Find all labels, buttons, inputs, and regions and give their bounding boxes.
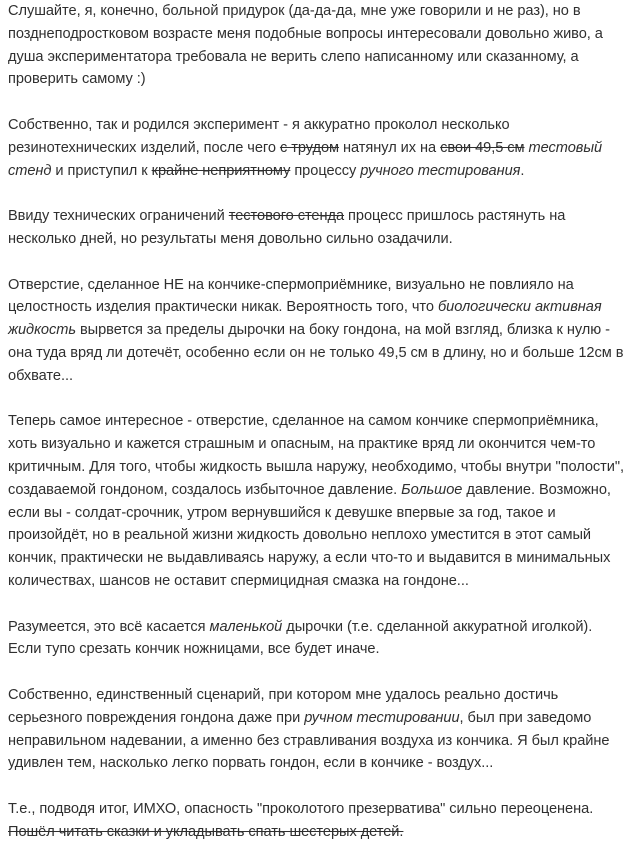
strikethrough-text: Пошёл читать сказки и укладывать спать шестерых детей. xyxy=(8,823,404,840)
text-segment: , был при заведомо неправильном надевании, а именно без стравливания воздуха из кончика. Я был крайне удивлен тем, насколько легко порвать гондон, если в кончике - воздух... xyxy=(8,709,610,772)
strikethrough-text: крайне неприятному xyxy=(151,162,291,179)
text-segment: Собственно, единственный сценарий, при котором мне удалось реально достичь серьезного повреждения гондона даже при xyxy=(8,686,559,726)
italic-text: маленькой xyxy=(209,618,283,635)
paragraph-tip-hole xyxy=(8,410,627,592)
text-segment: Теперь самое интересное - отверстие, сделанное на самом кончике спермоприёмника, хоть визуально и кажется страшным и опасным, на практике вряд ли окончится чем-то критичным. Для того, чтобы жидкость вышла наружу, необходимо, чтобы внутри "полости", создаваемой гондоном, создалось избыточное давление. xyxy=(8,413,625,498)
text-segment: Слушайте, я, конечно, больной придурок (да-да-да, мне уже говорили и не раз), но в позднеподростковом возрасте меня подобные вопросы интересовали довольно живо, а душа экспериментатора требовала не верить слепо написанному или сказанному, а проверить самому :) xyxy=(8,3,603,88)
paragraph-conclusion xyxy=(8,798,627,843)
text-segment: натянул их на xyxy=(339,139,441,156)
paragraph-side-hole xyxy=(8,274,627,388)
text-segment: вырвется за пределы дырочки на боку гондона, на мой взгляд, близка к нулю - она туда вряд ли дотечёт, особенно если он не только 49,5 см в длину, но и больше 12см в обхвате... xyxy=(8,322,624,384)
paragraph-small-hole xyxy=(8,616,627,662)
text-segment: процесс пришлось растянуть на несколько дней, но результаты меня довольно сильно озадачили. xyxy=(8,208,566,247)
text-segment: и приступил к xyxy=(51,162,152,179)
text-segment: Собственно, так и родился эксперимент - я аккуратно проколол несколько резинотехнических изделий, после чего xyxy=(8,116,510,156)
text-segment: Ввиду технических ограничений xyxy=(8,208,229,225)
strikethrough-text: с трудом xyxy=(279,139,340,156)
paragraph-experiment xyxy=(8,114,627,182)
italic-text: ручном тестировании xyxy=(304,709,460,726)
strikethrough-text: свои 49,5 см xyxy=(440,139,525,156)
italic-text: ручного тестирования xyxy=(360,162,521,179)
paragraph-intro xyxy=(8,0,627,91)
italic-text: тестовый стенд xyxy=(8,139,603,179)
paragraph-limitations xyxy=(8,205,627,251)
strikethrough-text: тестового стенда xyxy=(228,208,345,225)
text-segment: . xyxy=(520,162,525,179)
italic-text: Большое xyxy=(401,481,463,498)
italic-text: биологически активная жидкость xyxy=(8,299,602,339)
text-segment: Разумеется, это всё касается xyxy=(8,618,210,635)
text-segment: процессу xyxy=(290,162,361,179)
text-segment: Т.е., подводя итог, ИМХО, опасность "проколотого презерватива" сильно переоценена. xyxy=(8,800,594,817)
paragraph-scenario xyxy=(8,684,627,775)
text-segment: давление. Возможно, если вы - солдат-срочник, утром вернувшийся к девушке впервые за год, такое и произойдёт, но в реальной жизни жидкость довольно неплохо уместится в этот самый кончик, практически не выдавливаясь наружу, а если что-то и выдавится в минимальных количествах, шансов не оставит спермицидная смазка на гондоне... xyxy=(8,481,611,589)
text-segment: дырочки (т.е. сделанной аккуратной иголкой). Если тупо срезать кончик ножницами, все будет иначе. xyxy=(8,618,593,658)
text-segment: Отверстие, сделанное НЕ на кончике-спермоприёмнике, визуально не повлияло на целостность изделия практически никак. Вероятность того, что xyxy=(8,276,574,316)
